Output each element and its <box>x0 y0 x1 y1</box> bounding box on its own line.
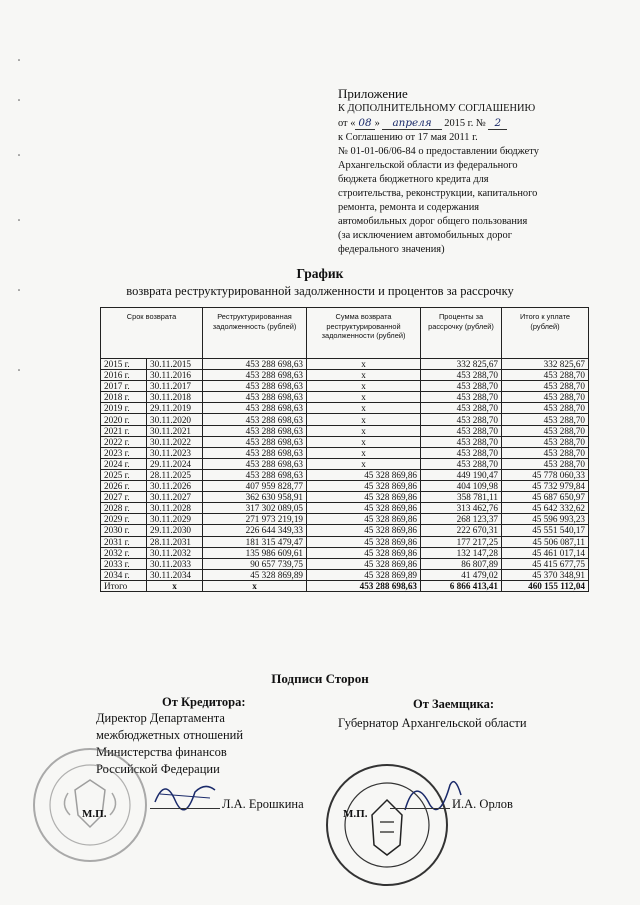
cell-repay: 45 328 869,86 <box>307 514 421 525</box>
appendix-line-8: ремонта, ремонта и содержания <box>338 202 480 213</box>
binder-marks <box>18 40 19 440</box>
totals-c2: x <box>147 580 203 591</box>
cell-interest: 268 123,37 <box>421 514 502 525</box>
cell-repay: x <box>307 359 421 370</box>
signatures-title: Подписи Сторон <box>271 671 369 686</box>
cell-total: 45 461 017,14 <box>502 547 589 558</box>
cell-interest: 313 462,76 <box>421 503 502 514</box>
table-row <box>101 370 589 381</box>
cell-date: 30.11.2015 <box>147 359 203 370</box>
appendix-line-10: (за исключением автомобильных дорог <box>338 230 512 241</box>
cell-year: 2017 г. <box>101 381 147 392</box>
header-total: Итого к уплате (рублей) <box>502 308 589 359</box>
schedule-subtitle: возврата реструктурированной задолженности и процентов за рассрочку <box>126 284 514 298</box>
cell-debt: 453 288 698,63 <box>203 425 307 436</box>
cell-year: 2033 г. <box>101 558 147 569</box>
cell-interest: 453 288,70 <box>421 425 502 436</box>
table-row <box>101 392 589 403</box>
totals-c3: x <box>203 580 307 591</box>
table-row <box>101 469 589 480</box>
header-debt: Реструктурированная задолженность (рублей) <box>203 308 307 359</box>
cell-repay: 45 328 869,86 <box>307 469 421 480</box>
cell-date: 30.11.2029 <box>147 514 203 525</box>
cell-repay: x <box>307 381 421 392</box>
date-prefix: от « <box>338 118 356 129</box>
totals-repay: 453 288 698,63 <box>307 580 421 591</box>
totals-row <box>101 580 589 591</box>
cell-total: 453 288,70 <box>502 458 589 469</box>
table-row <box>101 403 589 414</box>
cell-year: 2020 г. <box>101 414 147 425</box>
date-day: 08 <box>355 117 374 130</box>
cell-repay: x <box>307 458 421 469</box>
cell-interest: 177 217,25 <box>421 536 502 547</box>
creditor-heading: От Кредитора: <box>162 695 246 709</box>
cell-interest: 86 807,89 <box>421 558 502 569</box>
appendix-line-1: К ДОПОЛНИТЕЛЬНОМУ СОГЛАШЕНИЮ <box>338 103 536 114</box>
cell-debt: 453 288 698,63 <box>203 359 307 370</box>
cell-total: 45 596 993,23 <box>502 514 589 525</box>
cell-interest: 222 670,31 <box>421 525 502 536</box>
cell-total: 453 288,70 <box>502 370 589 381</box>
cell-debt: 90 657 739,75 <box>203 558 307 569</box>
cell-interest: 449 190,47 <box>421 469 502 480</box>
appendix-line-6: бюджета бюджетного кредита для <box>338 174 489 185</box>
cell-interest: 453 288,70 <box>421 436 502 447</box>
cell-total: 453 288,70 <box>502 447 589 458</box>
appendix-date-line <box>338 116 588 131</box>
debtor-mp-mark: М.П. <box>343 808 368 820</box>
totals-label: Итого <box>101 580 147 591</box>
table-row <box>101 381 589 392</box>
cell-debt: 453 288 698,63 <box>203 414 307 425</box>
cell-year: 2030 г. <box>101 525 147 536</box>
appendix-line-7: строительства, реконструкции, капитального <box>338 188 538 199</box>
date-year: 2015 г. № <box>444 118 486 129</box>
cell-repay: 45 328 869,86 <box>307 558 421 569</box>
cell-date: 29.11.2030 <box>147 525 203 536</box>
date-number: 2 <box>488 117 507 130</box>
cell-interest: 453 288,70 <box>421 392 502 403</box>
debtor-signer: И.А. Орлов <box>452 797 513 811</box>
cell-debt: 271 973 219,19 <box>203 514 307 525</box>
cell-date: 30.11.2023 <box>147 447 203 458</box>
cell-repay: 45 328 869,89 <box>307 569 421 580</box>
cell-year: 2031 г. <box>101 536 147 547</box>
cell-interest: 453 288,70 <box>421 403 502 414</box>
cell-debt: 453 288 698,63 <box>203 392 307 403</box>
cell-year: 2021 г. <box>101 425 147 436</box>
creditor-stamp-seal <box>30 745 150 865</box>
cell-year: 2023 г. <box>101 447 147 458</box>
date-month: апреля <box>382 117 441 130</box>
table-row <box>101 359 589 370</box>
cell-interest: 453 288,70 <box>421 381 502 392</box>
table-header-row <box>101 308 589 359</box>
cell-total: 45 778 060,33 <box>502 469 589 480</box>
cell-total: 45 551 540,17 <box>502 525 589 536</box>
cell-date: 30.11.2034 <box>147 569 203 580</box>
cell-date: 30.11.2026 <box>147 481 203 492</box>
cell-repay: 45 328 869,86 <box>307 481 421 492</box>
cell-interest: 453 288,70 <box>421 414 502 425</box>
totals-total: 460 155 112,04 <box>502 580 589 591</box>
cell-repay: x <box>307 403 421 414</box>
creditor-signature <box>150 772 220 812</box>
cell-debt: 453 288 698,63 <box>203 458 307 469</box>
cell-date: 30.11.2016 <box>147 370 203 381</box>
cell-year: 2019 г. <box>101 403 147 414</box>
table-row <box>101 458 589 469</box>
cell-debt: 453 288 698,63 <box>203 436 307 447</box>
cell-date: 30.11.2018 <box>147 392 203 403</box>
cell-year: 2026 г. <box>101 481 147 492</box>
cell-repay: x <box>307 414 421 425</box>
cell-total: 45 415 677,75 <box>502 558 589 569</box>
cell-repay: x <box>307 436 421 447</box>
cell-date: 28.11.2025 <box>147 469 203 480</box>
table-row <box>101 547 589 558</box>
table-row <box>101 525 589 536</box>
cell-interest: 453 288,70 <box>421 447 502 458</box>
cell-total: 453 288,70 <box>502 381 589 392</box>
table-row <box>101 436 589 447</box>
cell-date: 30.11.2022 <box>147 436 203 447</box>
cell-debt: 453 288 698,63 <box>203 447 307 458</box>
cell-date: 29.11.2019 <box>147 403 203 414</box>
cell-debt: 362 630 958,91 <box>203 492 307 503</box>
cell-total: 45 506 087,11 <box>502 536 589 547</box>
table-row <box>101 514 589 525</box>
cell-year: 2025 г. <box>101 469 147 480</box>
cell-year: 2024 г. <box>101 458 147 469</box>
debtor-heading: От Заемщика: <box>413 697 495 711</box>
cell-interest: 332 825,67 <box>421 359 502 370</box>
table-row <box>101 503 589 514</box>
creditor-mp-mark: М.П. <box>82 808 107 820</box>
appendix-header <box>338 86 588 257</box>
creditor-line-3: Министерства финансов <box>96 745 227 759</box>
cell-total: 332 825,67 <box>502 359 589 370</box>
cell-debt: 181 315 479,47 <box>203 536 307 547</box>
cell-repay: 45 328 869,86 <box>307 492 421 503</box>
cell-year: 2032 г. <box>101 547 147 558</box>
cell-repay: x <box>307 425 421 436</box>
cell-date: 30.11.2020 <box>147 414 203 425</box>
cell-year: 2016 г. <box>101 370 147 381</box>
cell-total: 453 288,70 <box>502 425 589 436</box>
cell-total: 453 288,70 <box>502 392 589 403</box>
cell-total: 45 687 650,97 <box>502 492 589 503</box>
table-row <box>101 481 589 492</box>
cell-date: 30.11.2033 <box>147 558 203 569</box>
cell-repay: x <box>307 447 421 458</box>
cell-date: 30.11.2021 <box>147 425 203 436</box>
header-repay: Сумма возврата реструктурированной задолженности (рублей) <box>307 308 421 359</box>
table-body <box>101 359 589 581</box>
schedule-title: График <box>296 266 344 281</box>
totals-interest: 6 866 413,41 <box>421 580 502 591</box>
debtor-line-1: Губернатор Архангельской области <box>338 716 527 730</box>
table-row <box>101 569 589 580</box>
cell-debt: 453 288 698,63 <box>203 381 307 392</box>
cell-year: 2015 г. <box>101 359 147 370</box>
table-row <box>101 425 589 436</box>
cell-repay: 45 328 869,86 <box>307 547 421 558</box>
appendix-line-5: Архангельской области из федерального <box>338 160 518 171</box>
creditor-signer: Л.А. Ерошкина <box>222 797 304 811</box>
cell-interest: 41 479,02 <box>421 569 502 580</box>
cell-debt: 226 644 349,33 <box>203 525 307 536</box>
cell-repay: 45 328 869,86 <box>307 536 421 547</box>
cell-repay: 45 328 869,86 <box>307 525 421 536</box>
cell-total: 453 288,70 <box>502 414 589 425</box>
cell-total: 45 370 348,91 <box>502 569 589 580</box>
cell-year: 2034 г. <box>101 569 147 580</box>
cell-interest: 453 288,70 <box>421 370 502 381</box>
cell-debt: 453 288 698,63 <box>203 370 307 381</box>
cell-total: 453 288,70 <box>502 436 589 447</box>
cell-total: 45 642 332,62 <box>502 503 589 514</box>
cell-date: 30.11.2028 <box>147 503 203 514</box>
table-row <box>101 414 589 425</box>
cell-interest: 453 288,70 <box>421 458 502 469</box>
cell-debt: 45 328 869,89 <box>203 569 307 580</box>
appendix-line-9: автомобильных дорог общего пользования <box>338 216 528 227</box>
cell-debt: 453 288 698,63 <box>203 403 307 414</box>
cell-date: 30.11.2017 <box>147 381 203 392</box>
cell-debt: 407 959 828,77 <box>203 481 307 492</box>
binder-dots <box>18 40 22 440</box>
table-row <box>101 558 589 569</box>
table-row <box>101 447 589 458</box>
appendix-title: Приложение <box>338 86 408 101</box>
cell-debt: 317 302 089,05 <box>203 503 307 514</box>
cell-interest: 358 781,11 <box>421 492 502 503</box>
creditor-line-2: межбюджетных отношений <box>96 728 244 742</box>
cell-date: 29.11.2024 <box>147 458 203 469</box>
creditor-line-4: Российской Федерации <box>96 762 220 776</box>
date-mid: » <box>374 118 380 129</box>
cell-date: 30.11.2032 <box>147 547 203 558</box>
table-row <box>101 492 589 503</box>
schedule-table <box>100 307 589 592</box>
cell-debt: 453 288 698,63 <box>203 469 307 480</box>
cell-year: 2018 г. <box>101 392 147 403</box>
header-interest: Проценты за рассрочку (рублей) <box>421 308 502 359</box>
appendix-line-4: № 01-01-06/06-84 о предоставлении бюджету <box>338 146 539 157</box>
cell-year: 2028 г. <box>101 503 147 514</box>
cell-total: 45 732 979,84 <box>502 481 589 492</box>
appendix-line-11: федерального значения) <box>338 244 445 255</box>
debtor-sign-line <box>390 808 450 809</box>
cell-date: 30.11.2027 <box>147 492 203 503</box>
cell-repay: x <box>307 370 421 381</box>
table-row <box>101 536 589 547</box>
cell-date: 28.11.2031 <box>147 536 203 547</box>
cell-debt: 135 986 609,61 <box>203 547 307 558</box>
cell-year: 2022 г. <box>101 436 147 447</box>
cell-interest: 404 109,98 <box>421 481 502 492</box>
cell-total: 453 288,70 <box>502 403 589 414</box>
cell-interest: 132 147,28 <box>421 547 502 558</box>
appendix-line-3: к Соглашению от 17 мая 2011 г. <box>338 132 478 143</box>
cell-year: 2027 г. <box>101 492 147 503</box>
cell-year: 2029 г. <box>101 514 147 525</box>
header-term: Срок возврата <box>101 308 203 359</box>
cell-repay: 45 328 869,86 <box>307 503 421 514</box>
creditor-sign-line <box>150 808 220 809</box>
cell-repay: x <box>307 392 421 403</box>
creditor-line-1: Директор Департамента <box>96 711 225 725</box>
